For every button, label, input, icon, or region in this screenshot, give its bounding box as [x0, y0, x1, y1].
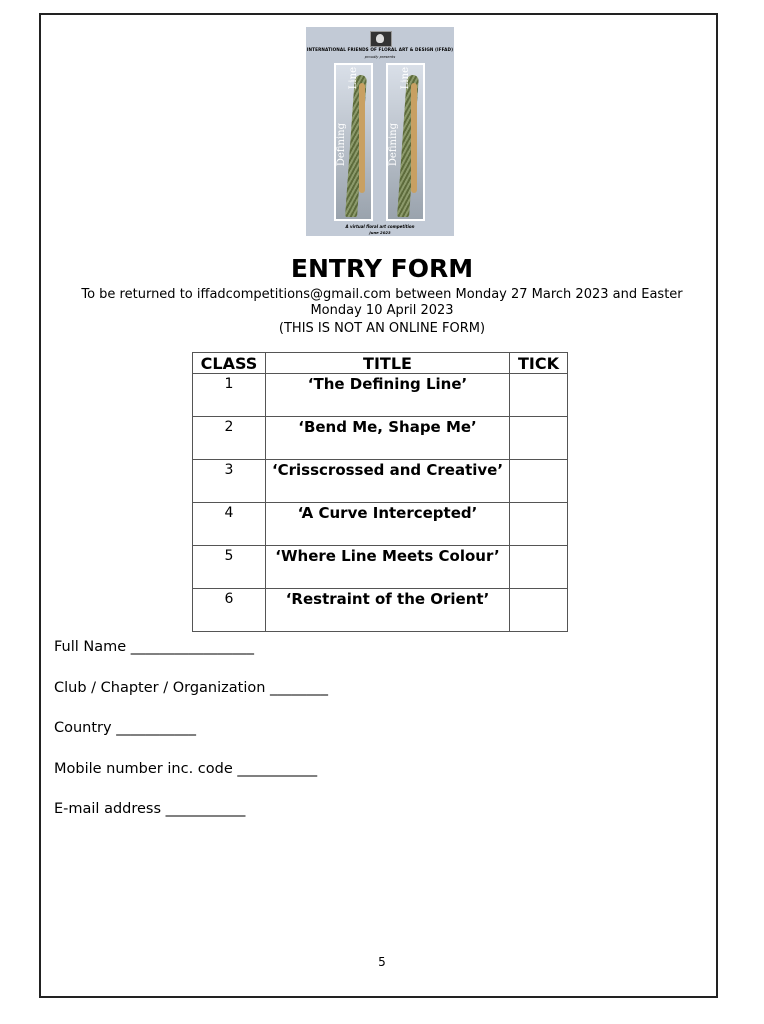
full-name-field[interactable]: Full Name _________________: [54, 639, 255, 655]
poster-panel-title: Defining: [388, 123, 399, 167]
tick-box[interactable]: [510, 503, 568, 546]
poster-footer-line: A virtual floral art competition: [345, 224, 415, 229]
table-row: [193, 589, 568, 632]
class-number: 2: [193, 417, 266, 460]
class-title: ‘The Defining Line’: [266, 374, 510, 417]
class-number: 6: [193, 589, 266, 632]
floral-tuft-image: [411, 83, 417, 193]
table-row: [193, 417, 568, 460]
tick-box[interactable]: [510, 589, 568, 632]
email-field[interactable]: E-mail address ___________: [54, 801, 246, 817]
table-row: [193, 460, 568, 503]
class-number: 4: [193, 503, 266, 546]
tick-box[interactable]: [510, 417, 568, 460]
country-field[interactable]: Country ___________: [54, 720, 196, 736]
class-title: ‘A Curve Intercepted’: [266, 503, 510, 546]
class-title: ‘Restraint of the Orient’: [266, 589, 510, 632]
poster-proudly: proudly presents: [364, 55, 396, 59]
table-row: [193, 503, 568, 546]
club-field[interactable]: Club / Chapter / Organization ________: [54, 680, 329, 696]
tick-box[interactable]: [510, 460, 568, 503]
poster-footer-date: June 2023: [369, 230, 391, 235]
tick-box[interactable]: [510, 374, 568, 417]
poster-org-line: INTERNATIONAL FRIENDS OF FLORAL ART & DESIGN (IFFAD): [306, 47, 454, 52]
return-instructions: To be returned to iffadcompetitions@gmail.com between Monday 27 March 2023 and Easter Monday 10 April 2023: [81, 287, 683, 318]
poster-panel-title: Line: [400, 67, 411, 90]
poster-panel-title: Defining: [336, 123, 347, 167]
table-row: [193, 546, 568, 589]
class-number: 5: [193, 546, 266, 589]
not-online-notice: (THIS IS NOT AN ONLINE FORM): [278, 321, 486, 336]
table-row: [193, 374, 568, 417]
class-title: ‘Crisscrossed and Creative’: [266, 460, 510, 503]
poster-panel-left: [334, 63, 373, 221]
class-table: [192, 352, 568, 632]
class-title: ‘Where Line Meets Colour’: [266, 546, 510, 589]
page-number: 5: [378, 955, 386, 969]
class-column-header: CLASS: [193, 353, 266, 374]
class-title: ‘Bend Me, Shape Me’: [266, 417, 510, 460]
floral-tuft-image: [359, 83, 365, 193]
class-number: 1: [193, 374, 266, 417]
tick-column-header: TICK: [510, 353, 568, 374]
mobile-field[interactable]: Mobile number inc. code ___________: [54, 761, 318, 777]
table-header-row: [193, 353, 568, 374]
page-title: ENTRY FORM: [290, 254, 474, 283]
class-number: 3: [193, 460, 266, 503]
iffad-logo: [370, 31, 392, 47]
poster-panel-title: Line: [348, 67, 359, 90]
competition-poster: [306, 27, 454, 236]
poster-panel-right: [386, 63, 425, 221]
tick-box[interactable]: [510, 546, 568, 589]
title-column-header: TITLE: [266, 353, 510, 374]
